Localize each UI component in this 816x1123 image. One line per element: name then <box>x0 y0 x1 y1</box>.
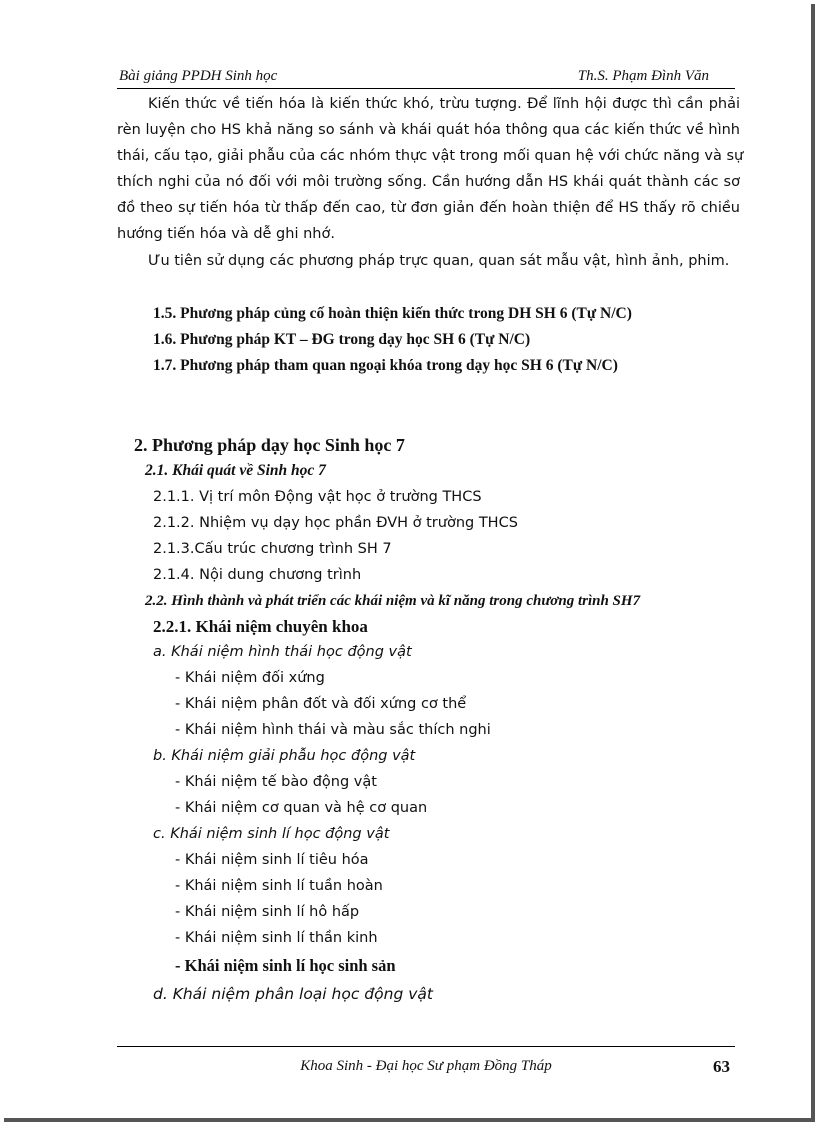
section-2-title: 2. Phương pháp dạy học Sinh học 7 <box>134 435 405 455</box>
list-item: - Khái niệm sinh lí tiêu hóa <box>175 852 369 868</box>
section-heading: 1.6. Phương pháp KT – ĐG trong dạy học SH 6 (Tự N/C) <box>153 331 531 348</box>
header-author: Th.S. Phạm Đình Văn <box>577 68 709 84</box>
list-item: - Khái niệm sinh lí tuần hoàn <box>175 878 383 894</box>
paragraph-line: đồ theo sự tiến hóa từ thấp đến cao, từ đơn giản đến hoàn thiện để HS thấy rõ chiều <box>117 200 740 216</box>
list-item: - Khái niệm cơ quan và hệ cơ quan <box>175 800 428 816</box>
paragraph-line: rèn luyện cho HS khả năng so sánh và khái quát hóa thông qua các kiến thức về hình <box>117 122 740 138</box>
list-item: - Khái niệm đối xứng <box>175 670 325 686</box>
list-item: 2.1.1. Vị trí môn Động vật học ở trường THCS <box>153 489 482 505</box>
footer-institution: Khoa Sinh - Đại học Sư phạm Đồng Tháp <box>300 1058 552 1074</box>
section-2-2-1-title: 2.2.1. Khái niệm chuyên khoa <box>153 617 368 636</box>
subsection-b: b. Khái niệm giải phẫu học động vật <box>153 748 416 764</box>
list-item: - Khái niệm phân đốt và đối xứng cơ thể <box>175 696 467 712</box>
list-item: - Khái niệm tế bào động vật <box>175 774 377 790</box>
section-2-1-title: 2.1. Khái quát về Sinh học 7 <box>145 462 326 479</box>
subsection-d: d. Khái niệm phân loại học động vật <box>153 985 433 1003</box>
list-item: - Khái niệm sinh lí hô hấp <box>175 904 360 920</box>
section-2-2-title: 2.2. Hình thành và phát triển các khái niệm và kĩ năng trong chương trình SH7 <box>145 593 641 609</box>
paragraph-line: thích nghi của nó đối với môi trường sống. Cần hướng dẫn HS khái quát thành các sơ <box>117 174 740 190</box>
list-item: 2.1.3.Cấu trúc chương trình SH 7 <box>153 541 392 557</box>
section-heading: 1.7. Phương pháp tham quan ngoại khóa trong dạy học SH 6 (Tự N/C) <box>153 357 618 374</box>
list-item-bold: - Khái niệm sinh lí học sinh sản <box>175 956 396 975</box>
page-header <box>117 66 735 89</box>
list-item: - Khái niệm hình thái và màu sắc thích nghi <box>175 722 491 738</box>
list-item: - Khái niệm sinh lí thần kinh <box>175 930 378 946</box>
section-heading: 1.5. Phương pháp củng cố hoàn thiện kiến thức trong DH SH 6 (Tự N/C) <box>153 305 632 322</box>
header-course-title: Bài giảng PPDH Sinh học <box>119 68 278 84</box>
paragraph-line: hướng tiến hóa và dễ ghi nhớ. <box>117 226 335 242</box>
subsection-c: c. Khái niệm sinh lí học động vật <box>153 826 390 842</box>
paragraph-methods: Ưu tiên sử dụng các phương pháp trực quan, quan sát mẫu vật, hình ảnh, phim. <box>148 253 730 269</box>
subsection-a: a. Khái niệm hình thái học động vật <box>153 644 412 660</box>
footer-divider <box>117 1046 735 1047</box>
list-item: 2.1.4. Nội dung chương trình <box>153 567 362 583</box>
paragraph-line: Kiến thức về tiến hóa là kiến thức khó, trừu tượng. Để lĩnh hội được thì cần phải <box>148 96 740 112</box>
paragraph-line: thái, cấu tạo, giải phẫu của các nhóm thực vật trong mối quan hệ với chức năng và sự <box>117 148 744 164</box>
page-number: 63 <box>713 1057 730 1076</box>
list-item: 2.1.2. Nhiệm vụ dạy học phần ĐVH ở trường THCS <box>153 515 518 531</box>
